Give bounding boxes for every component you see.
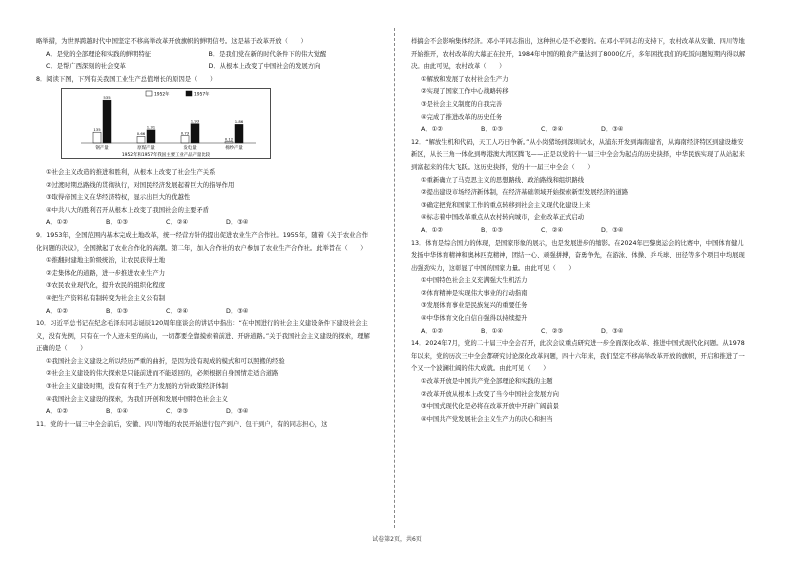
answer-options <box>36 306 371 319</box>
question-stem: 13．体育是综合国力的体现，是国家形象的展示，也是发展进步的缩影。在2024年巴黎奥运会的比赛中，中国体育健儿发扬中华体育精神和奥林匹克精神，团结一心、顽强拼搏，奋勇争先，在游泳、体操、乒乓球、田径等多个项目中均展现出强劲实力，这彰显了中国的国家力量。由此可见（ ） <box>411 239 745 272</box>
option-d[interactable]: D．③④ <box>226 307 249 315</box>
question-11-start <box>36 419 371 432</box>
statement-1: ①社会主义改造的推进和胜利，从根本上改变了社会生产关系 <box>46 168 216 176</box>
option-d[interactable]: D．③④ <box>601 226 624 234</box>
data-label: 1.31 <box>146 125 156 131</box>
statement-1: ①中国特色社会主义充满强大生机活力 <box>421 277 528 285</box>
question-stem: 9．1953年，全国范围内基本完成土地改革，统一经营方针的提出促进农业生产合作社。1955年，随着《关于农业合作化问题的决议》，全国掀起了农业合作化的高潮。第二年，加入合作社的农户参加了农业生产合作社。此举旨在（ ） <box>36 231 369 252</box>
bar-0-0 <box>93 133 101 144</box>
option-b[interactable]: B．①④ <box>481 327 503 335</box>
data-label: 1.86 <box>234 119 244 125</box>
statement-3: ③取得帝国主义在华经济特权，显示出巨大的优越性 <box>46 194 191 202</box>
bar-0-1 <box>103 101 111 144</box>
data-label: 0.73 <box>180 130 190 136</box>
option-c[interactable]: C．②③ <box>541 327 563 335</box>
option-c[interactable]: C．②④ <box>541 226 563 234</box>
option-a[interactable]: A．①② <box>46 408 68 416</box>
question-13 <box>411 238 746 339</box>
statement-4: ④把生产资料私有制转变为社会主义公有制 <box>46 294 165 302</box>
option-b[interactable]: B．①③ <box>106 219 128 227</box>
answer-options <box>411 124 746 137</box>
answer-options <box>36 49 371 62</box>
bar-2-1 <box>191 124 199 143</box>
column-divider <box>394 28 395 528</box>
question-7-continued <box>36 36 371 74</box>
question-stem: 12．“解放生机和代码，天工人巧日争新。”从小岗猪场到深圳试水，从浦东开发到海南建省，从海南经济特区到建设雄安新区，从长三角一体化到粤港澳大湾区腾飞——正是以党的十一届三中全会为起点的历史抉择，中华民族实现了从站起来到富起来的伟大飞跃。这历史抉择，党的十一届三中全会（ ） <box>411 138 745 171</box>
option-d[interactable]: D．从根本上改变了中国社会的发展方向 <box>208 63 321 71</box>
option-d[interactable]: D．③④ <box>226 219 249 227</box>
option-a[interactable]: A．①② <box>46 219 68 227</box>
data-label: 535 <box>103 95 111 101</box>
question-text: 样搞会不会影响集体经济。邓小平同志指出，这种担心是不必要的。在邓小平同志的支持下，农村改革从安徽、四川等地开始推开，农村改革的大幕正在拉开，1984年中国的粮食产量达到了8000亿斤，多年困扰我们的吃饭问题短期内得以解决。由此可见，农村改革（ ） <box>411 38 746 71</box>
option-a[interactable]: A．①② <box>421 126 443 134</box>
legend-label: 1957年 <box>194 92 210 98</box>
question-12 <box>411 137 746 238</box>
statement-3: ③发展体育事业是民族复兴的重要任务 <box>421 302 528 310</box>
statement-3: ③中国式现代化是必将在改革开放中开辟广阔前景 <box>421 403 559 411</box>
statement-1: ①我国社会主义建设之所以经历严重的曲折，是因为没有现成的模式和可以照搬的经验 <box>46 357 285 365</box>
option-a[interactable]: A．①② <box>46 307 68 315</box>
statement-2: ②社会主义建设的伟大探索是只能前进而不能返回的，必须根据自身国情走适合道路 <box>46 370 279 378</box>
statement-1: ①改革开放是中国共产党全部理论和实践的主题 <box>421 378 553 386</box>
legend-swatch <box>146 91 152 96</box>
statement-2: ②过渡时期总路线的贯彻执行，对国民经济发展起着巨大的指导作用 <box>46 181 235 189</box>
data-label: 0.12 <box>224 136 234 142</box>
answer-options <box>36 406 371 419</box>
question-14 <box>411 338 746 426</box>
answer-options <box>36 61 371 74</box>
statement-2: ②走集体化的道路，进一步推进农业生产力 <box>46 269 165 277</box>
option-c[interactable]: C．②④ <box>541 126 563 134</box>
statement-2: ②体育精神是实现伟大事业的行动指南 <box>421 289 528 297</box>
option-d[interactable]: D．③④ <box>226 408 249 416</box>
legend-swatch <box>186 91 192 96</box>
statement-3: ③农民农业现代化，提升农民的组织化程度 <box>46 282 165 290</box>
legend-label: 1952年 <box>154 92 170 98</box>
bar-1-1 <box>147 130 155 143</box>
question-stem: 10．习近平总书记在纪念毛泽东同志诞辰120周年座谈会的讲话中指出：“在中国进行的社会主义建设条件下建设社会主义，没有先例，只有在一个人迹未至的高山，一切都要全靠摸索着前进、开辟道路。”关于我国社会主义建设的探索，理解正确的是（ ） <box>36 320 370 353</box>
option-d[interactable]: D．③④ <box>601 126 624 134</box>
statement-4: ④中共八大的胜利召开从根本上改变了我国社会的主要矛盾 <box>46 206 210 214</box>
option-c[interactable]: C．②④ <box>166 307 188 315</box>
industrial-output-bar-chart <box>61 88 271 159</box>
option-b[interactable]: B．是我们党在新的时代条件下的伟大觉醒 <box>208 50 327 58</box>
data-label: 135 <box>93 127 101 133</box>
statement-1: ①重新确立了马克思主义的思想路线、政治路线和组织路线 <box>421 176 585 184</box>
option-a[interactable]: A．①② <box>421 327 443 335</box>
statement-3: ③是社会主义制度的自我完善 <box>421 100 503 108</box>
option-b[interactable]: B．①③ <box>481 126 503 134</box>
category-label: 原煤产量 <box>137 146 155 152</box>
category-label: 棉纱产量 <box>225 146 243 152</box>
statement-4: ④我国社会主义建设的探索，为我们开创和发展中国特色社会主义 <box>46 395 228 403</box>
option-c[interactable]: C．是帮广西深刻的社会变革 <box>46 63 126 71</box>
question-text: 略举措，为世界跨越时代中国坚定不移高举改革开放旗帜的鲜明信号。这是基于改革开放（ ） <box>36 38 307 45</box>
statement-2: ②提出建设市场经济新体制，在经济基础领域开始探索新型发展经济的道路 <box>421 189 629 197</box>
question-11-continued <box>411 36 746 137</box>
statement-4: ④标志着中国改革重点从农村转向城市，企业改革正式启动 <box>421 214 585 222</box>
option-a[interactable]: A．是党的全部理论和实践的鲜明特征 <box>46 50 152 58</box>
statement-2: ②实现了国家工作中心战略转移 <box>421 88 509 96</box>
data-label: 0.66 <box>136 131 146 137</box>
statement-1: ①解放和发展了农村社会生产力 <box>421 75 509 83</box>
option-d[interactable]: D．③④ <box>601 327 624 335</box>
option-b[interactable]: B．①③ <box>481 226 503 234</box>
answer-options <box>411 326 746 339</box>
chart-caption: 1952年和1957年我国主要工业产品产量比较 <box>121 153 211 159</box>
bar-3-1 <box>235 125 243 144</box>
statement-4: ④中华体育文化自信自强得以持续提升 <box>421 315 528 323</box>
answer-options <box>411 225 746 238</box>
statement-1: ①推翻封建地主阶级统治，让农民获得土地 <box>46 257 165 265</box>
option-a[interactable]: A．①② <box>421 226 443 234</box>
question-stem: 8．阅读下图，下列有关我国工业生产总值增长的原因是（ ） <box>36 75 217 83</box>
right-column <box>411 36 746 426</box>
statement-4: ④中国共产党发展社会主义生产力的决心和担当 <box>421 415 553 423</box>
statement-2: ②改革开放从根本上改变了当今中国社会发展方向 <box>421 390 559 398</box>
option-c[interactable]: C．②③ <box>166 408 188 416</box>
statement-3: ③确定把党和国家工作的重点转移到社会主义现代化建设上来 <box>421 201 591 209</box>
option-c[interactable]: C．②④ <box>166 219 188 227</box>
page-footer: 试卷第2页，共6页 <box>372 536 422 543</box>
question-8 <box>36 74 371 230</box>
answer-options <box>36 217 371 230</box>
question-10 <box>36 318 371 419</box>
category-label: 发电量 <box>183 146 197 152</box>
option-b[interactable]: B．①③ <box>106 307 128 315</box>
question-9 <box>36 230 371 318</box>
bar-2-0 <box>181 136 189 143</box>
data-label: 1.93 <box>190 118 200 124</box>
question-stem: 14．2024年7月，党的二十届三中全会召开，此次会议重点研究进一步全面深化改革、推进中国式现代化问题。从1978年以来，党的历次三中全会都研究讨论深化改革问题，四十六年来，我们坚定不移高举改革开放的旗帜，开启和推进了一个又一个波澜壮阔的伟大成就。由此可见（ ） <box>411 340 745 373</box>
question-stem: 11．党的十一届三中全会前后，安徽、四川等地的农民开始进行包产到户、包干到户，有的同志担心，这 <box>36 420 328 428</box>
option-b[interactable]: B．①④ <box>106 408 128 416</box>
statement-4: ④完成了推进改革的历史任务 <box>421 113 503 121</box>
left-column <box>36 36 371 431</box>
statement-3: ③社会主义建设时期，没有有利于生产力发展的方针政策经济体制 <box>46 383 228 391</box>
bar-1-0 <box>137 137 145 144</box>
category-label: 钢产量 <box>95 146 109 152</box>
